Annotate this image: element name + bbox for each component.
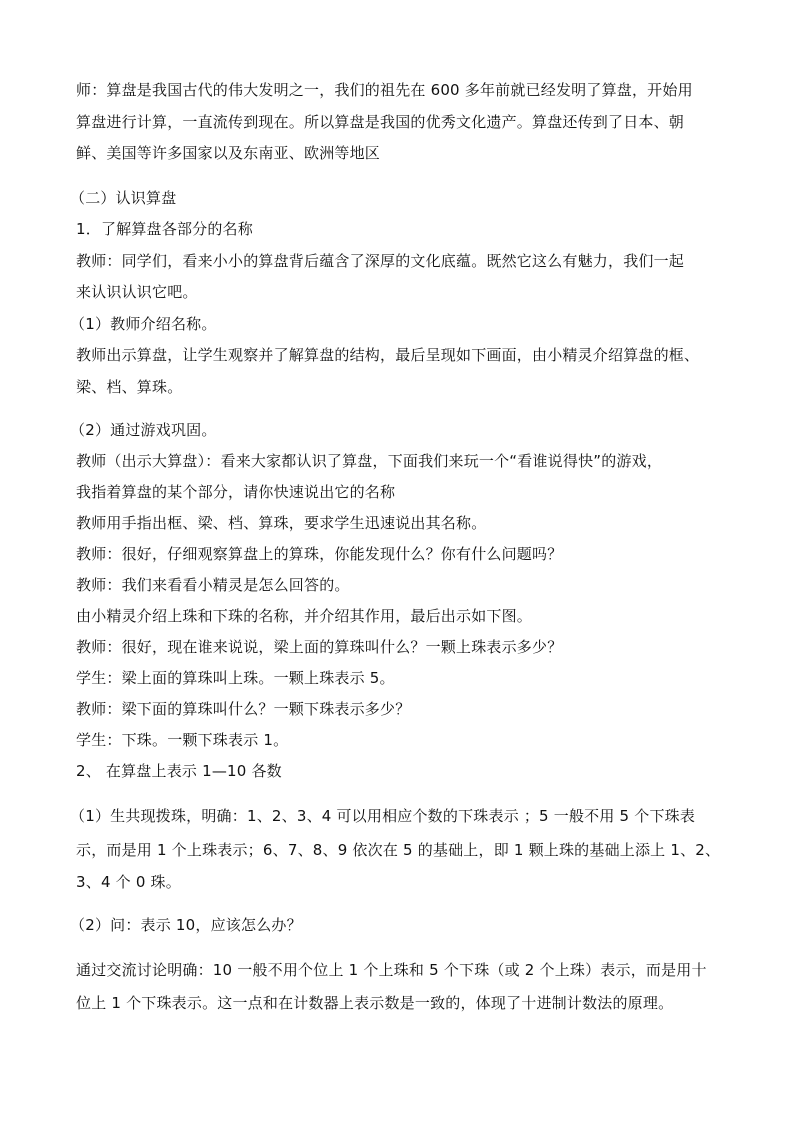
paragraph-line: 鲜、美国等许多国家以及东南亚、欧洲等地区	[76, 144, 381, 162]
paragraph-line: 教师出示算盘，让学生观察并了解算盘的结构，最后呈现如下画面，由小精灵介绍算盘的框、	[76, 346, 700, 364]
paragraph-line: 来认识认识它吧。	[76, 283, 198, 301]
paragraph-line: 教师：梁下面的算珠叫什么？一颗下珠表示多少？	[76, 700, 411, 718]
paragraph-line: 教师（出示大算盘）：看来大家都认识了算盘，下面我们来玩一个“看谁说得快”的游戏，	[76, 452, 663, 470]
paragraph-line: 教师：很好，仔细观察算盘上的算珠，你能发现什么？你有什么问题吗？	[76, 545, 563, 563]
paragraph-line: 教师：同学们，看来小小的算盘背后蕴含了深厚的文化底蕴。既然它这么有魅力，我们一起	[76, 252, 685, 270]
paragraph-line: （1）生共现拨珠，明确：1、2、3、4 可以用相应个数的下珠表示 ；5 一般不用 5 个下珠表	[70, 807, 696, 825]
paragraph-line: 学生：梁上面的算珠叫上珠。一颗上珠表示 5。	[76, 669, 395, 687]
paragraph-line: 学生：下珠。一颗下珠表示 1。	[76, 731, 289, 749]
paragraph-line: 教师用手指出框、梁、档、算珠，要求学生迅速说出其名称。	[76, 514, 487, 532]
paragraph-line: 师：算盘是我国古代的伟大发明之一，我们的祖先在 600 多年前就已经发明了算盘，开始用	[76, 81, 693, 99]
paragraph-line: 由小精灵介绍上珠和下珠的名称，并介绍其作用，最后出示如下图。	[76, 607, 533, 625]
paragraph-line: 教师：很好，现在谁来说说，梁上面的算珠叫什么？一颗上珠表示多少？	[76, 638, 563, 656]
paragraph-line: 通过交流讨论明确：10 一般不用个位上 1 个上珠和 5 个下珠（或 2 个上珠）表示，而是用十	[76, 961, 707, 979]
subsection-heading: 2、 在算盘上表示 1—10 各数	[76, 762, 282, 780]
paragraph-line: 3、4 个 0 珠。	[76, 873, 181, 891]
paragraph-line: 位上 1 个下珠表示。这一点和在计数器上表示数是一致的，体现了十进制计数法的原理。	[76, 994, 674, 1012]
subheading-line: （1）教师介绍名称。	[70, 315, 217, 333]
paragraph-line: 算盘进行计算，一直流传到现在。所以算盘是我国的优秀文化遗产。算盘还传到了日本、朝	[76, 113, 685, 131]
paragraph-line: 梁、档、算珠。	[76, 378, 183, 396]
paragraph-line: 示，而是用 1 个上珠表示；6、7、8、9 依次在 5 的基础上，即 1 颗上珠的基础上添上 1、2、	[76, 841, 721, 859]
paragraph-line: （2）问：表示 10，应该怎么办？	[70, 916, 302, 934]
paragraph-line: 我指着算盘的某个部分，请你快速说出它的名称	[76, 483, 396, 501]
section-heading: （二）认识算盘	[70, 189, 177, 207]
paragraph-line: 教师：我们来看看小精灵是怎么回答的。	[76, 576, 350, 594]
subsection-heading: 1．了解算盘各部分的名称	[76, 220, 253, 238]
subheading-line: （2）通过游戏巩固。	[70, 421, 217, 439]
